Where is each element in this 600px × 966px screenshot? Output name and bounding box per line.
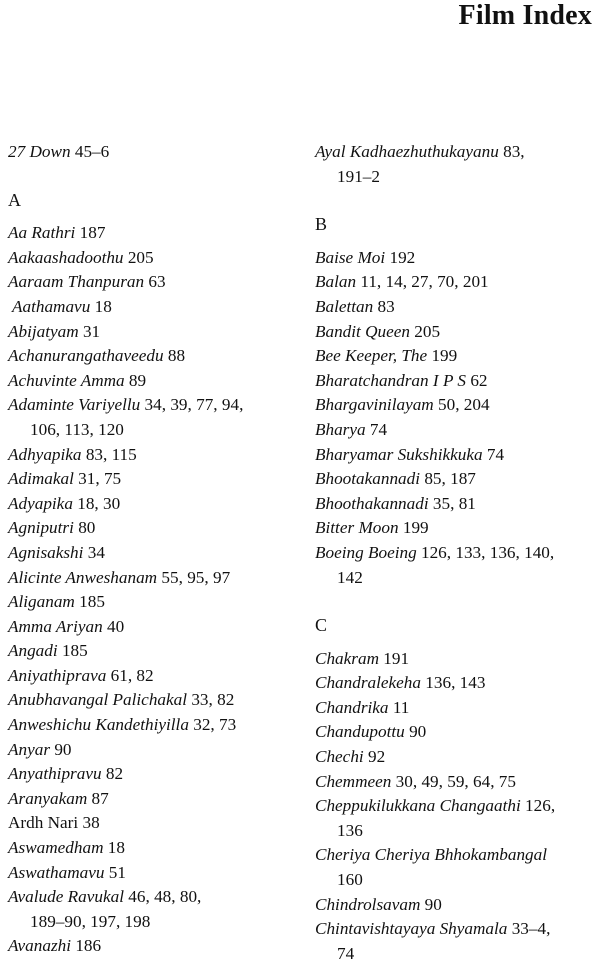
index-entry xyxy=(8,713,298,738)
index-entry xyxy=(315,467,600,492)
page-numbers: 89 xyxy=(128,370,147,390)
page-numbers: 205 xyxy=(414,321,441,341)
film-title: Anubhavangal Palichakal xyxy=(8,690,188,710)
index-entry xyxy=(8,516,298,541)
index-entry xyxy=(315,369,600,394)
page-numbers: 199 xyxy=(402,518,429,538)
page-numbers: 34, 39, 77, 94, xyxy=(144,395,244,415)
page-numbers-continued: 191–2 xyxy=(337,166,380,186)
film-title: Baise Moi xyxy=(315,247,386,267)
index-entry xyxy=(315,320,600,345)
film-title: Achanurangathaveedu xyxy=(8,346,164,366)
film-title: Ayal Kadhaezhuthukayanu xyxy=(315,142,499,161)
index-entry xyxy=(315,720,600,745)
index-entry xyxy=(315,696,600,721)
index-entry xyxy=(8,369,298,394)
film-title: Aa Rathri xyxy=(8,223,76,243)
film-title: Agnisakshi xyxy=(8,542,84,562)
section-letter-heading: A xyxy=(8,189,22,210)
page-title: Film Index xyxy=(458,0,592,31)
index-entry xyxy=(8,295,298,320)
page-numbers: 63 xyxy=(148,272,166,292)
page-numbers-continued: 106, 113, 120 xyxy=(30,419,124,439)
page-numbers: 55, 95, 97 xyxy=(161,567,231,587)
page-numbers: 90 xyxy=(54,739,72,759)
film-title: Alicinte Anweshanam xyxy=(8,567,158,587)
page-numbers: 126, 133, 136, 140, xyxy=(420,542,555,562)
page-numbers: 191 xyxy=(383,648,410,668)
page-numbers: 46, 48, 80, xyxy=(128,887,202,907)
page-numbers: 74 xyxy=(369,419,388,439)
film-title: Aswathamavu xyxy=(8,862,105,882)
film-title: Boeing Boeing xyxy=(315,542,417,562)
index-entry xyxy=(315,843,600,892)
index-entry xyxy=(8,270,298,295)
page-numbers: 87 xyxy=(91,788,109,808)
film-title: Chindrolsavam xyxy=(315,894,421,914)
index-entry xyxy=(315,246,600,271)
index-entry xyxy=(315,516,600,541)
page-numbers: 83, 115 xyxy=(85,444,137,464)
index-column-right xyxy=(315,140,600,966)
film-title: Adimakal xyxy=(8,469,74,489)
section-letter-heading: C xyxy=(315,615,328,636)
film-title: Bharya xyxy=(315,419,366,439)
page-numbers: 205 xyxy=(127,247,154,267)
film-title: Bandit Queen xyxy=(315,321,410,341)
film-title: Adyapika xyxy=(8,493,73,513)
page-numbers-continued: 142 xyxy=(337,567,363,587)
index-entry xyxy=(315,745,600,770)
index-entry xyxy=(8,738,298,763)
film-title: 27 Down xyxy=(8,142,71,161)
page-numbers: 88 xyxy=(167,346,186,366)
film-title: Amma Ariyan xyxy=(8,616,103,636)
index-entry xyxy=(8,615,298,640)
film-title: Aliganam xyxy=(8,592,75,612)
index-entry xyxy=(315,541,600,590)
section-spacer xyxy=(315,189,600,203)
page-numbers: 92 xyxy=(367,747,386,767)
page-numbers: 38 xyxy=(82,813,100,833)
index-entry xyxy=(8,344,298,369)
index-entry xyxy=(315,270,600,295)
film-title: Bhoothakannadi xyxy=(315,493,429,513)
film-title: Anyar xyxy=(8,739,51,759)
page-numbers-continued: 74 xyxy=(337,943,355,963)
index-entry xyxy=(315,893,600,918)
index-entry xyxy=(8,934,298,959)
film-title: Bee Keeper, The xyxy=(315,346,428,366)
index-entry xyxy=(8,664,298,689)
index-entry xyxy=(315,295,600,320)
index-entry xyxy=(8,443,298,468)
index-entry xyxy=(315,647,600,672)
index-entry xyxy=(8,246,298,271)
page-numbers: 74 xyxy=(486,444,505,464)
film-title: Agniputri xyxy=(8,518,74,538)
film-title: Aathamavu xyxy=(12,296,91,316)
index-column-left xyxy=(8,140,298,959)
page-numbers: 18 xyxy=(107,838,125,858)
film-title: Balettan xyxy=(315,296,374,316)
page-numbers: 11, 14, 27, 70, 201 xyxy=(360,272,489,292)
film-title: Ardh Nari xyxy=(8,813,79,833)
index-entry xyxy=(8,836,298,861)
film-title: Bharatchandran I P S xyxy=(315,370,467,390)
page-numbers: 62 xyxy=(470,370,488,390)
film-title: Bitter Moon xyxy=(315,518,399,538)
page-numbers: 11 xyxy=(392,697,410,717)
film-title: Bharyamar Sukshikkuka xyxy=(315,444,483,464)
index-entry xyxy=(315,492,600,517)
page-numbers: 83, xyxy=(503,142,525,161)
index-entry xyxy=(315,344,600,369)
index-entry xyxy=(8,787,298,812)
page-numbers: 35, 81 xyxy=(432,493,476,513)
index-entry xyxy=(315,393,600,418)
film-title: Balan xyxy=(315,272,357,292)
film-title: Cheriya Cheriya Bhhokambangal xyxy=(315,845,547,865)
film-title: Bhootakannadi xyxy=(315,469,421,489)
film-title: Chemmeen xyxy=(315,771,392,791)
film-title: Adhyapika xyxy=(8,444,82,464)
page-numbers: 136, 143 xyxy=(425,673,486,693)
film-title: Avanazhi xyxy=(8,936,72,956)
film-title: Chandrika xyxy=(315,697,389,717)
page-numbers: 33, 82 xyxy=(191,690,235,710)
page-numbers: 83 xyxy=(377,296,395,316)
film-title: Chintavishtayaya Shyamala xyxy=(315,919,508,939)
page-numbers: 186 xyxy=(75,936,102,956)
page-numbers: 185 xyxy=(61,641,88,661)
page-numbers: 31, 75 xyxy=(78,469,122,489)
index-entry xyxy=(8,885,298,934)
film-title: Aaraam Thanpuran xyxy=(8,272,145,292)
page-numbers: 40 xyxy=(106,616,125,636)
page-numbers: 90 xyxy=(409,722,427,742)
page-numbers-continued: 189–90, 197, 198 xyxy=(30,911,151,931)
page-numbers: 31 xyxy=(82,321,101,341)
page-numbers: 45–6 xyxy=(74,142,110,161)
film-title: Achuvinte Amma xyxy=(8,370,125,390)
index-entry xyxy=(315,671,600,696)
index-entry xyxy=(315,794,600,843)
index-entry xyxy=(315,418,600,443)
film-title: Aniyathiprava xyxy=(8,665,107,685)
film-title: Adaminte Variyellu xyxy=(8,395,141,415)
film-title: Aranyakam xyxy=(8,788,88,808)
page-numbers: 61, 82 xyxy=(110,665,154,685)
page-numbers-continued: 136 xyxy=(337,820,363,840)
index-entry xyxy=(8,639,298,664)
index-entry xyxy=(315,140,600,189)
index-entry xyxy=(315,917,600,966)
page-numbers: 51 xyxy=(108,862,126,882)
page-numbers: 185 xyxy=(79,592,105,612)
index-entry xyxy=(8,590,298,615)
page-numbers: 18, 30 xyxy=(77,493,121,513)
index-entry xyxy=(8,811,298,836)
page-numbers-continued: 160 xyxy=(337,870,363,890)
index-entry xyxy=(8,492,298,517)
index-entry xyxy=(8,221,298,246)
film-title: Avalude Ravukal xyxy=(8,887,124,907)
film-title: Bhargavinilayam xyxy=(315,395,434,415)
film-title: Anyathipravu xyxy=(8,764,102,784)
film-title: Aakaashadoothu xyxy=(8,247,124,267)
page-numbers: 199 xyxy=(431,346,458,366)
page-numbers: 192 xyxy=(389,247,416,267)
section-letter-heading: B xyxy=(315,214,328,235)
page-numbers: 90 xyxy=(424,894,442,914)
section-spacer xyxy=(8,165,298,179)
page-numbers: 126, xyxy=(525,796,556,816)
film-title: Chandralekeha xyxy=(315,673,421,693)
page-numbers: 80 xyxy=(78,518,96,538)
index-entry xyxy=(8,393,298,442)
index-entry xyxy=(8,566,298,591)
page-numbers: 18 xyxy=(94,296,112,316)
film-title: Abijatyam xyxy=(8,321,79,341)
index-entry xyxy=(8,688,298,713)
film-title: Anweshichu Kandethiyilla xyxy=(8,715,189,735)
page-numbers: 50, 204 xyxy=(438,395,490,415)
index-entry xyxy=(8,140,298,165)
page-numbers: 32, 73 xyxy=(193,715,237,735)
page-numbers: 34 xyxy=(87,542,105,562)
film-title: Cheppukilukkana Changaathi xyxy=(315,796,521,816)
page-numbers: 85, 187 xyxy=(424,469,476,489)
page-numbers: 33–4, xyxy=(511,919,551,939)
index-entry xyxy=(8,861,298,886)
index-entry xyxy=(315,443,600,468)
page-numbers: 82 xyxy=(105,764,124,784)
page-numbers: 30, 49, 59, 64, 75 xyxy=(395,771,516,791)
index-entry xyxy=(8,762,298,787)
film-title: Aswamedham xyxy=(8,838,104,858)
film-title: Chechi xyxy=(315,747,364,767)
film-title: Angadi xyxy=(8,641,58,661)
section-spacer xyxy=(315,590,600,604)
index-entry xyxy=(8,320,298,345)
index-entry xyxy=(8,541,298,566)
film-title: Chandupottu xyxy=(315,722,405,742)
film-title: Chakram xyxy=(315,648,379,668)
index-entry xyxy=(315,770,600,795)
index-entry xyxy=(8,467,298,492)
page-numbers: 187 xyxy=(79,223,106,243)
